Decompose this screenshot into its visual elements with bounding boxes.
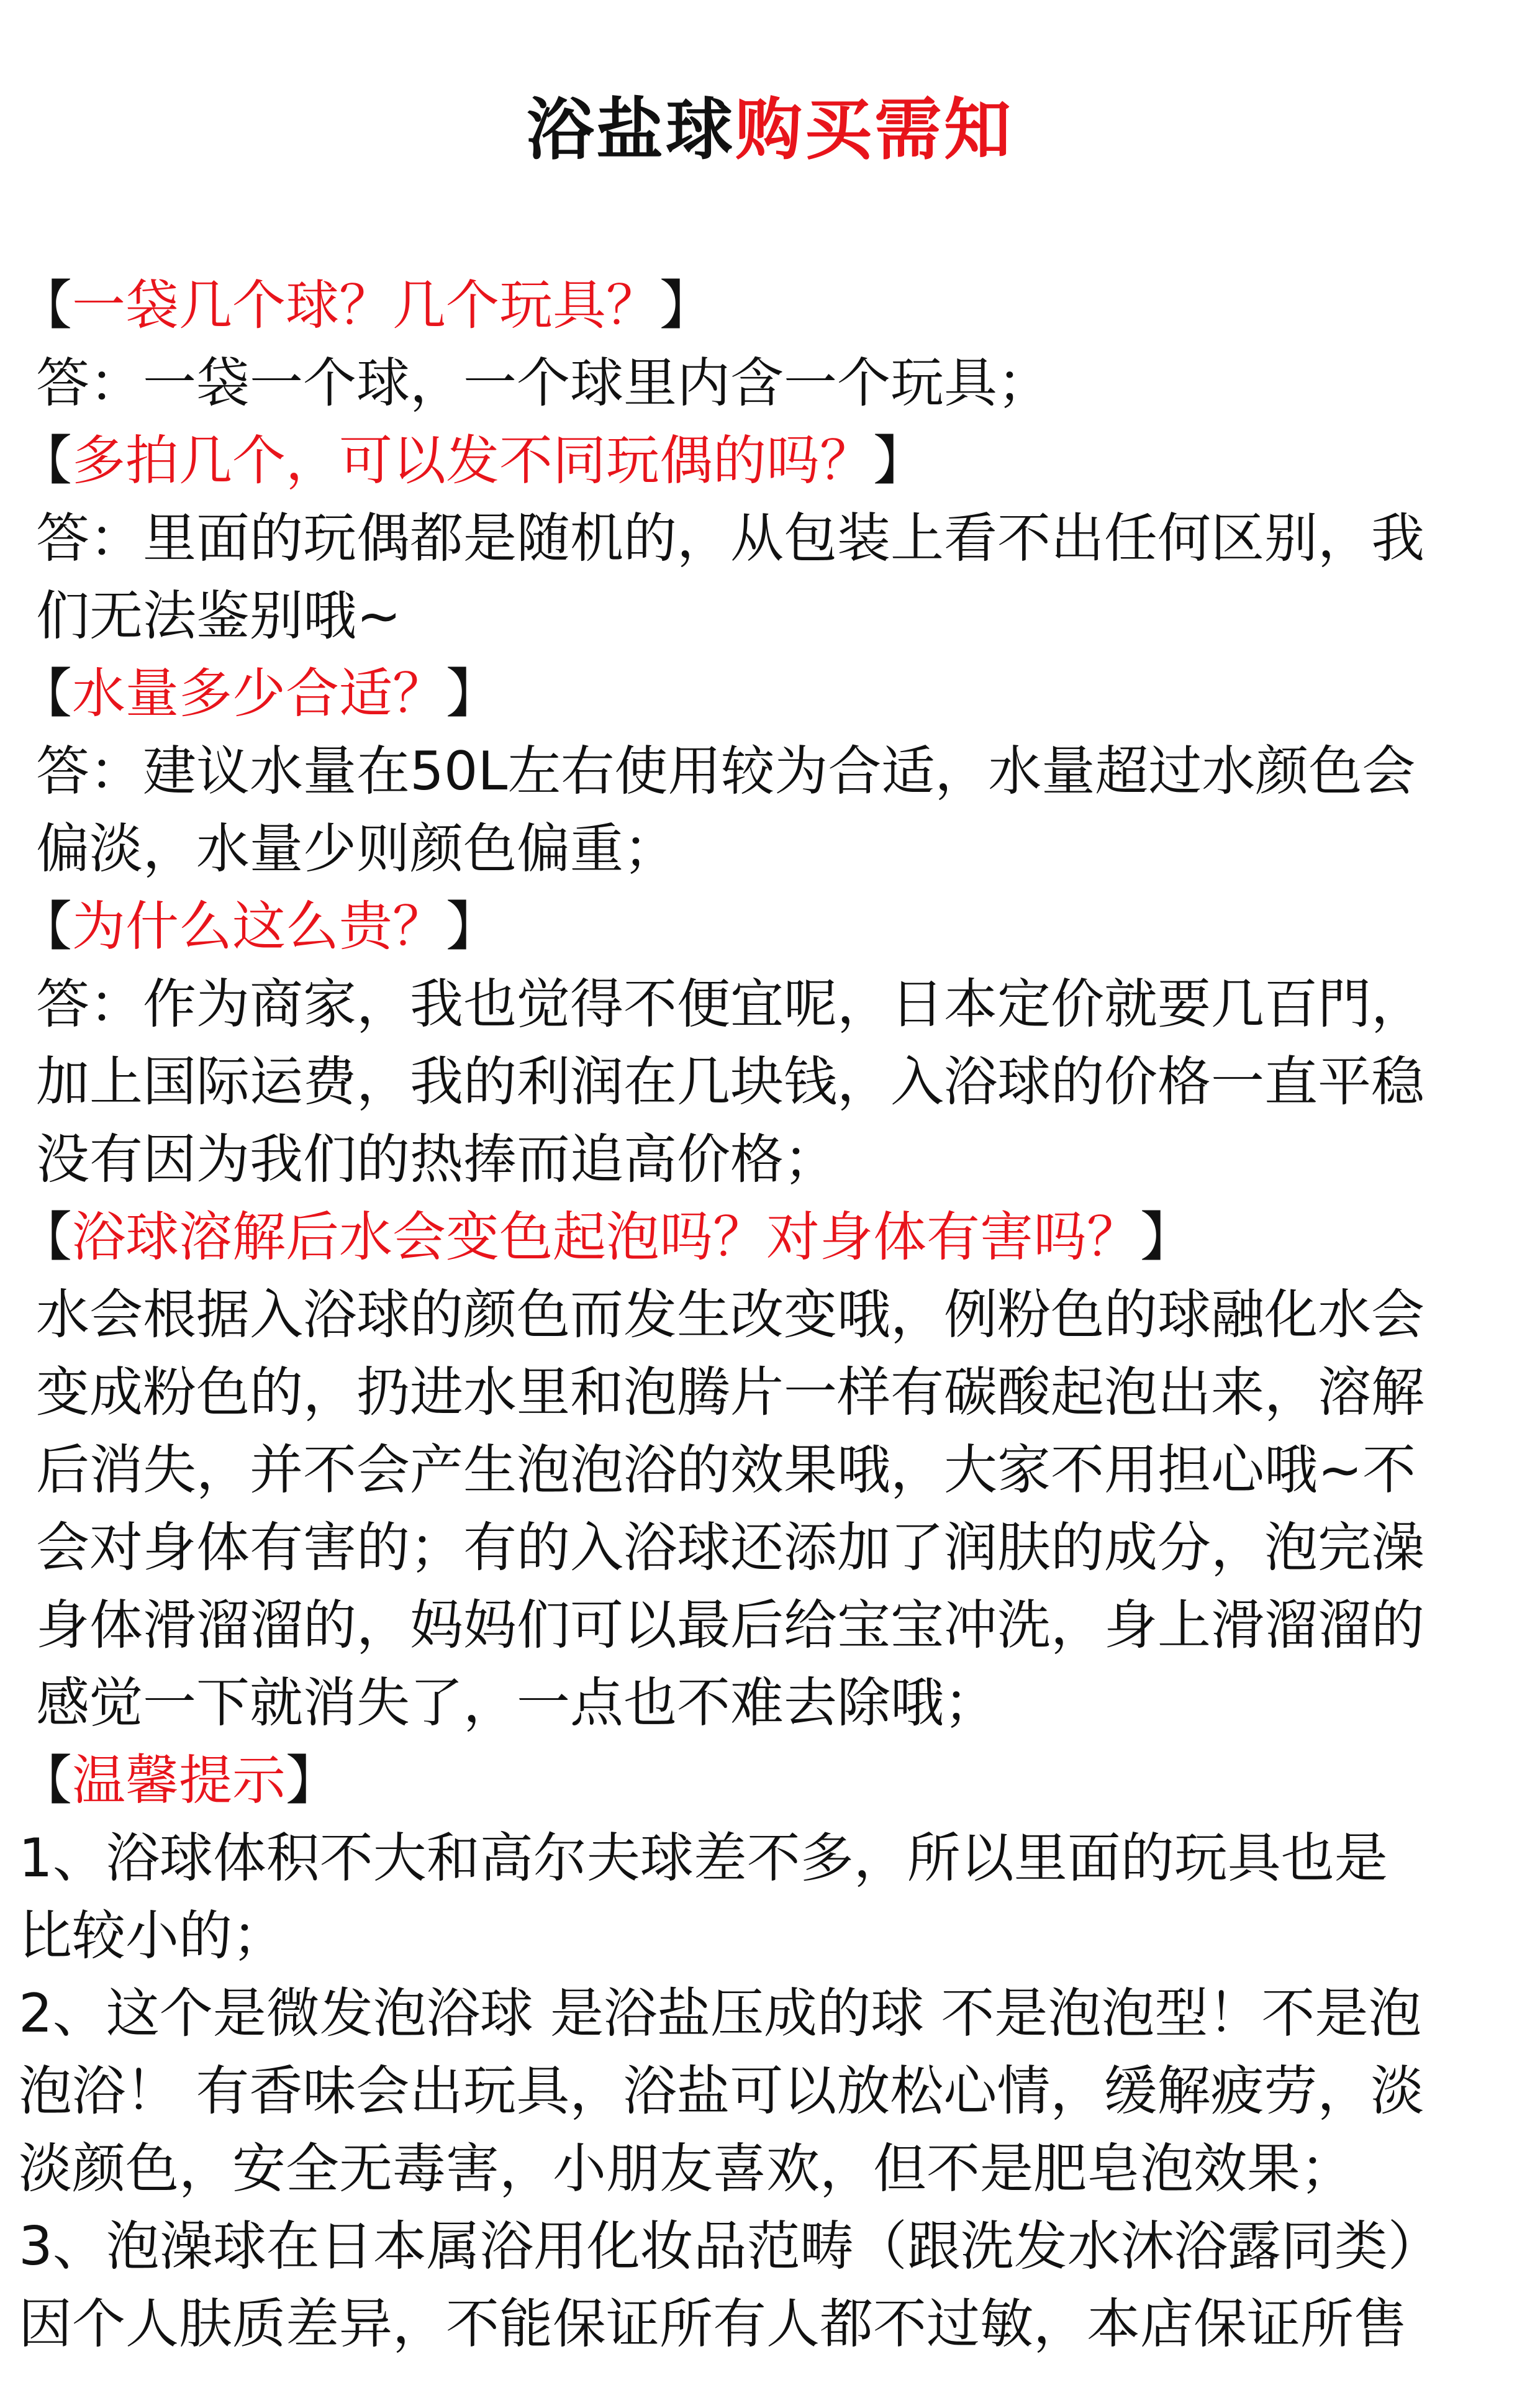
question-text: 一袋几个球？几个玩具？ [72,275,659,337]
faq-answer-line: 答：建议水量在50L左右使用较为合适，水量超过水颜色会 [36,740,1416,802]
faq-question-3 [19,655,1521,733]
tips-heading [19,1742,1521,1820]
faq-answer-line: 水会根据入浴球的颜色而发生改变哦，例粉色的球融化水会 [36,1284,1424,1346]
tip-line: 比较小的； [19,1905,286,1967]
bracket-close: 】 [1140,1206,1194,1268]
bracket-open: 【 [19,663,72,725]
tip-line: 1、浴球体积不大和高尔夫球差不多，所以里面的玩具也是 [19,1827,1388,1889]
question-text: 水量多少合适？ [72,663,446,725]
faq-answer-line: 变成粉色的，扔进水里和泡腾片一样有碳酸起泡出来，溶解 [36,1361,1424,1424]
faq-answer-line: 没有因为我们的热捧而追高价格； [36,1129,837,1191]
bracket-close: 】 [446,663,499,725]
title-part-black: 浴盐球 [526,91,735,169]
faq-answer-line: 偏淡，水量少则颜色偏重； [36,818,677,880]
faq-answer-line: 们无法鉴别哦~ [36,585,402,647]
bracket-close: 】 [659,275,713,337]
bracket-open: 【 [19,430,72,492]
bracket-close: 】 [286,1750,339,1812]
tip-line: 2、这个是微发泡浴球 是浴盐压成的球 不是泡泡型！不是泡 [19,1983,1422,2045]
faq-answer-line: 会对身体有害的；有的入浴球还添加了润肤的成分，泡完澡 [36,1517,1424,1579]
faq-answer-line: 答：一袋一个球，一个球里内含一个玩具； [36,352,1051,414]
tip-line: 3、泡澡球在日本属浴用化妆品范畴（跟洗发水沐浴露同类） [19,2215,1441,2278]
bracket-open: 【 [19,1206,72,1268]
faq-answer-line: 感觉一下就消失了，一点也不难去除哦； [36,1672,997,1734]
title-part-red: 购买需知 [735,91,1014,169]
tip-line: 因个人肤质差异，不能保证所有人都不过敏，本店保证所售 [19,2293,1407,2355]
tip-line: 淡颜色，安全无毒害，小朋友喜欢，但不是肥皂泡效果； [19,2138,1354,2200]
bracket-open: 【 [19,275,72,337]
bracket-open: 【 [19,896,72,958]
faq-answer-line: 加上国际运费，我的利润在几块钱，入浴球的价格一直平稳 [36,1051,1424,1113]
faq-content [19,267,1521,2363]
faq-answer-line: 后消失，并不会产生泡泡浴的效果哦，大家不用担心哦~不 [36,1439,1416,1501]
faq-answer-line: 身体滑溜溜的，妈妈们可以最后给宝宝冲洗，身上滑溜溜的 [36,1594,1424,1656]
bracket-open: 【 [19,1750,72,1812]
tips-heading-text: 温馨提示 [72,1750,286,1812]
bracket-close: 】 [873,430,926,492]
faq-question-5 [19,1199,1521,1276]
question-text: 浴球溶解后水会变色起泡吗？对身体有害吗？ [72,1206,1140,1268]
faq-answer-line: 答：里面的玩偶都是随机的，从包装上看不出任何区别，我 [36,507,1424,570]
question-text: 为什么这么贵？ [72,896,446,958]
faq-question-2 [19,422,1521,500]
faq-question-1 [19,267,1521,345]
page-title [0,87,1540,174]
faq-question-4 [19,888,1521,966]
faq-answer-line: 答：作为商家，我也觉得不便宜呢，日本定价就要几百門， [36,973,1424,1035]
tip-line: 泡浴！ 有香味会出玩具，浴盐可以放松心情，缓解疲劳，淡 [19,2060,1424,2122]
bracket-close: 】 [446,896,499,958]
question-text: 多拍几个，可以发不同玩偶的吗？ [72,430,873,492]
